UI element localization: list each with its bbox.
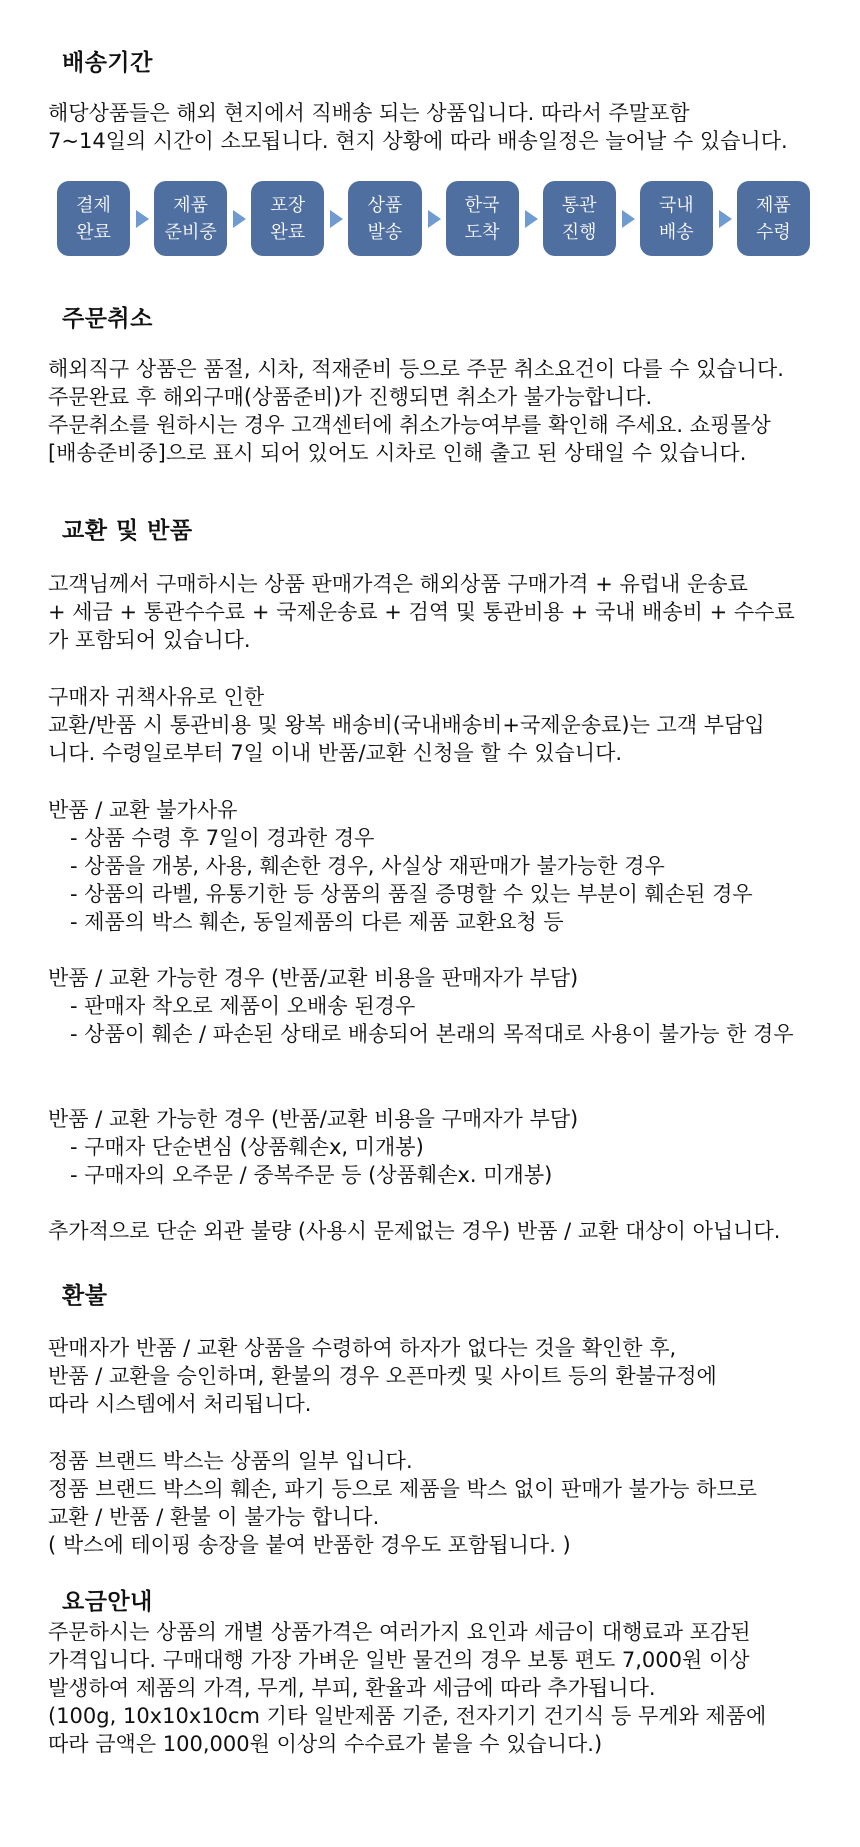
refund-text-2: 정품 브랜드 박스는 상품의 일부 입니다. 정품 브랜드 박스의 훼손, 파기 등으로 제품을 박스 없이 판매가 불가능 하므로 교환 / 반품 / 환불 이 불가능 합니다. ( 박스에 테이핑 송장을 붙여 반품한 경우도 포함됩니다. ) — [48, 1449, 757, 1557]
list-item: - 상품 수령 후 7일이 경과한 경우 — [48, 824, 844, 852]
exchange-buyer-text: 구매자 귀책사유로 인한 교환/반품 시 통관비용 및 왕복 배송비(국내배송비+국제운송료)는 고객 부담입 니다. 수령일로부터 7일 이내 반품/교환 신청을 할 수 있습니다. — [48, 685, 765, 765]
fee-text: 주문하시는 상품의 개별 상품가격은 여러가지 요인과 세금이 대행료과 포감된 가격입니다. 구매대행 가장 가벼운 일반 물건의 경우 보통 편도 7,000원 이상 발생하여 제품의 가격, 무게, 부피, 환율과 세금에 따라 추가됩니다. (100g, 10x10x10cm 기타 일반제품 기준, 전자기기 건기식 등 무게와 제품에 따라 금액은 100,000원 이상의 수수료가 붙을 수 있습니다.) — [48, 1620, 767, 1756]
cancel-heading: 주문취소 — [62, 306, 153, 332]
arrow-right-icon — [622, 210, 635, 228]
step-arrived-korea: 한국 도착 — [446, 181, 519, 256]
list-item: - 상품이 훼손 / 파손된 상태로 배송되어 본래의 목적대로 사용이 불가능 한 경우 — [48, 1020, 824, 1048]
step-domestic-delivery: 국내 배송 — [640, 181, 713, 256]
not-possible-title: 반품 / 교환 불가사유 — [48, 798, 238, 822]
step-packed: 포장 완료 — [251, 181, 324, 256]
exchange-note: 추가적으로 단순 외관 불량 (사용시 문제없는 경우) 반품 / 교환 대상이 아닙니다. — [48, 1219, 781, 1243]
list-item: - 판매자 착오로 제품이 오배송 된경우 — [48, 992, 844, 1020]
buyer-pays-title: 반품 / 교환 가능한 경우 (반품/교환 비용을 구매자가 부담) — [48, 1107, 579, 1131]
step-shipped: 상품 발송 — [348, 181, 421, 256]
step-payment-complete: 결제 완료 — [57, 181, 130, 256]
step-received: 제품 수령 — [737, 181, 810, 256]
cancel-text: 해외직구 상품은 품절, 시차, 적재준비 등으로 주문 취소요건이 다를 수 있습니다. 주문완료 후 해외구매(상품준비)가 진행되면 취소가 불가능합니다. 주문취소를 원하시는 경우 고객센터에 취소가능여부를 확인해 주세요. 쇼핑몰상 [배송준비중]으로 표시 되어 있어도 시차로 인해 출고 된 상태일 수 있습니다. — [48, 357, 784, 465]
arrow-right-icon — [136, 210, 149, 228]
list-item: - 상품을 개봉, 사용, 훼손한 경우, 사실상 재판매가 불가능한 경우 — [48, 852, 844, 880]
arrow-right-icon — [428, 210, 441, 228]
step-customs: 통관 진행 — [543, 181, 616, 256]
arrow-right-icon — [233, 210, 246, 228]
fee-heading: 요금안내 — [62, 1589, 153, 1615]
shipping-text: 해당상품들은 해외 현지에서 직배송 되는 상품입니다. 따라서 주말포함 7~14일의 시간이 소모됩니다. 현지 상황에 따라 배송일정은 늘어날 수 있습니다. — [48, 101, 788, 153]
shipping-steps — [57, 181, 810, 256]
arrow-right-icon — [719, 210, 732, 228]
list-item: - 구매자 단순변심 (상품훼손x, 미개봉) — [48, 1133, 844, 1161]
not-possible-list — [48, 796, 844, 936]
step-preparing: 제품 준비중 — [154, 181, 227, 256]
arrow-right-icon — [525, 210, 538, 228]
exchange-price-text: 고객님께서 구매하시는 상품 판매가격은 해외상품 구매가격 + 유럽내 운송료 + 세금 + 통관수수료 + 국제운송료 + 검역 및 통관비용 + 국내 배송비 + 수수료 가 포함되어 있습니다. — [48, 572, 795, 652]
arrow-right-icon — [330, 210, 343, 228]
seller-pays-title: 반품 / 교환 가능한 경우 (반품/교환 비용을 판매자가 부담) — [48, 966, 579, 990]
list-item: - 제품의 박스 훼손, 동일제품의 다른 제품 교환요청 등 — [48, 908, 844, 936]
list-item: - 구매자의 오주문 / 중복주문 등 (상품훼손x. 미개봉) — [48, 1161, 844, 1189]
exchange-heading: 교환 및 반품 — [62, 518, 193, 544]
list-item: - 상품의 라벨, 유통기한 등 상품의 품질 증명할 수 있는 부분이 훼손된 경우 — [48, 880, 844, 908]
buyer-pays-list — [48, 1105, 844, 1189]
shipping-heading: 배송기간 — [62, 50, 153, 76]
refund-text-1: 판매자가 반품 / 교환 상품을 수령하여 하자가 없다는 것을 확인한 후, 반품 / 교환을 승인하며, 환불의 경우 오픈마켓 및 사이트 등의 환불규정에 따라 시스템에서 처리됩니다. — [48, 1336, 717, 1416]
refund-heading: 환불 — [62, 1283, 108, 1309]
seller-pays-list — [48, 964, 844, 1048]
